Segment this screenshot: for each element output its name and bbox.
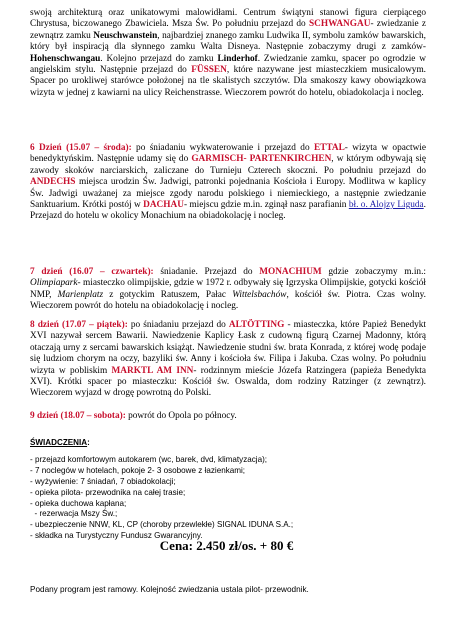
place-fussen: FÜSSEN xyxy=(191,65,227,76)
day7-text: , kościół św. Piotra. Czas wolny. Wieczorem powrót do hotelu na obiadokolację i nocleg. xyxy=(30,289,427,312)
day7-text: z gotyckim Ratuszem, Pałac xyxy=(103,289,233,300)
day6-text: po śniadaniu wykwaterowanie i przejazd do xyxy=(131,143,314,153)
place-wittelsbach: Wittelsbachów xyxy=(232,289,287,300)
intro-text: , które nazywane jest miasteczkiem musicalowym. Spacer po urokliwej starówce położonej na tle skalistych szczytów. Dla smakoszy kawy obowiązkowa wizyta w jednej z kawiarni na ulicy Reichenstrasse. Wieczorem powrót do hotelu, obiadokolacja i nocleg. xyxy=(30,65,426,98)
services-list-item: - opieka pilota- przewodnika na całej trasie; xyxy=(30,487,186,497)
liguda-link[interactable]: bł. o. Alojzy Liguda xyxy=(348,200,424,211)
day6-text: - miejscu gdzie m.in. zginął nasz parafianin xyxy=(183,200,349,211)
place-schwangau: SCHWANGAU xyxy=(308,19,371,30)
day6-text: , w którym odbywają się zawody skoków narciarskich, zaliczane do Turnieju Czterech skoczni. Po południu przejazd do xyxy=(30,154,426,176)
day7-heading: 7 dzień (16.07 – czwartek): xyxy=(30,267,154,277)
footer-note: Podany program jest ramowy. Kolejność zwiedzania ustala pilot- przewodnik. xyxy=(30,585,309,594)
day7-text: śniadanie. Przejazd do xyxy=(153,267,260,277)
day7-text: - miasteczko olimpijskie, gdzie w 1972 r. odbywały się Igrzyska Olimpijskie, gotycki kościół NMP, xyxy=(30,278,426,300)
place-linderhof: Linderhof xyxy=(217,53,258,64)
services-list-item: - 7 noclegów w hotelach, pokoje 2- 3 osobowe z łazienkami; xyxy=(30,465,246,475)
intro-text: . Zwiedzanie zamku, spacer po ogrodzie w angielskim stylu. Następnie przejazd do xyxy=(30,53,426,76)
intro-text: - zwiedzanie z zewnątrz zamku xyxy=(30,19,426,41)
services-heading-colon: : xyxy=(87,438,90,447)
day8-heading: 8 dzień (17.07 – piątek): xyxy=(30,320,128,330)
place-marienplatz: Marienplatz xyxy=(57,289,104,300)
intro-text: , najbardziej znanego zamku Ludwika II, symbolu zamków bawarskich, który był inspiracją dla słynnego zamku Walta Disneya. Następnie zobaczymy drugi z zamków- xyxy=(30,30,426,53)
intro-text: . Kolejno przejazd do zamku xyxy=(100,53,218,64)
place-olimpiapark: Olimpiapark xyxy=(30,278,78,289)
place-andechs: ANDECHS xyxy=(30,177,76,188)
day6-text: . Przejazd do hotelu w okolicy Monachium na obiadokolację i nocleg. xyxy=(30,200,426,222)
day8-text: - rodzinnym mieście Józefa Ratzingera (papieża Benedykta XVI). Krótki spacer po miasteczku: Kościół św. Oswalda, dom rodziny Ratzinger (z zewnątrz). Wieczorem wyjazd w drogę powrotną do Polski. xyxy=(30,365,427,399)
place-ettal: ETTAL xyxy=(313,143,345,153)
services-list-item: - rezerwacja Mszy Św.; xyxy=(30,509,118,519)
day9-text: powrót do Opola po północy. xyxy=(125,411,237,421)
services-list-item: - ubezpieczenie NNW, KL, CP (choroby przewlekłe) SIGNAL IDUNA S.A.; xyxy=(30,520,294,530)
services-list xyxy=(30,455,426,542)
day7-paragraph xyxy=(30,267,426,313)
services-heading: ŚWIADCZENIA xyxy=(30,438,88,447)
services-list-item: - składka na Turystyczny Fundusz Gwarancyjny. xyxy=(30,531,203,541)
place-monachium: MONACHIUM xyxy=(259,267,322,277)
place-altotting: ALTÖTTING xyxy=(228,320,285,330)
services-section xyxy=(30,438,426,542)
day8-text: po śniadaniu przejazd do xyxy=(127,320,229,330)
intro-paragraph xyxy=(30,8,426,99)
day6-text: - wizyta w opactwie benedyktyńskim. Następnie udamy się do xyxy=(30,143,426,165)
day6-heading: 6 Dzień (15.07 – środa): xyxy=(30,143,132,153)
price: Cena: 2.450 zł/os. + 80 € xyxy=(159,538,294,553)
services-list-item: - wyżywienie: 7 śniadań, 7 obiadokolacji; xyxy=(30,476,176,486)
services-list-item: - opieka duchowa kapłana; xyxy=(30,498,127,508)
day8-paragraph xyxy=(30,320,426,400)
day6-paragraph xyxy=(30,143,426,223)
place-marktl: MARKTL AM INN xyxy=(111,365,194,376)
services-list-item: - przejazd komfortowym autokarem (wc, barek, dvd, klimatyzacja); xyxy=(30,454,268,464)
place-garmisch: GARMISCH- PARTENKIRCHEN xyxy=(191,154,332,165)
place-dachau: DACHAU xyxy=(143,200,184,211)
day9-paragraph xyxy=(30,411,426,422)
day9-heading: 9 dzień (18.07 – sobota): xyxy=(30,411,126,421)
place-neuschwanstein: Neuschwanstein xyxy=(93,30,158,41)
day6-text: miejsca urodzin Św. Jadwigi, patronki pojednania Kościoła i Europy. Modlitwa w kaplicy Św. Jadwigi uważanej za miejsce zgody narodu polskiego i niemieckiego, a następnie zwiedzanie Sanktuarium. Krótki postój w xyxy=(30,177,426,211)
intro-text: swoją architekturą oraz unikatowymi malowidłami. Centrum świątyni stanowi figura cierpiącego Chrystusa, biczowanego Zbawiciela. Msza Św. Po południu przejazd do xyxy=(30,8,426,30)
place-hohenschwangau: Hohenschwangau xyxy=(30,53,101,64)
day8-text: - miasteczka, które Papież Benedykt XVI nazywał sercem Bawarii. Nawiedzenie Kaplicy Łask z cudowną figurą Czarnej Madonny, którą otaczają urny z sercami bawarskich książąt. Nawiedzenie studni św. brata Konrada, z której wodę podaje się ludziom chorym na oczy, bazyliki św. Anny i kościoła św. Filipa i Jakuba. Czas wolny. Po południu wizyta w pobliskim xyxy=(30,320,426,376)
day7-text: gdzie zobaczymy m.in.: xyxy=(321,267,426,277)
